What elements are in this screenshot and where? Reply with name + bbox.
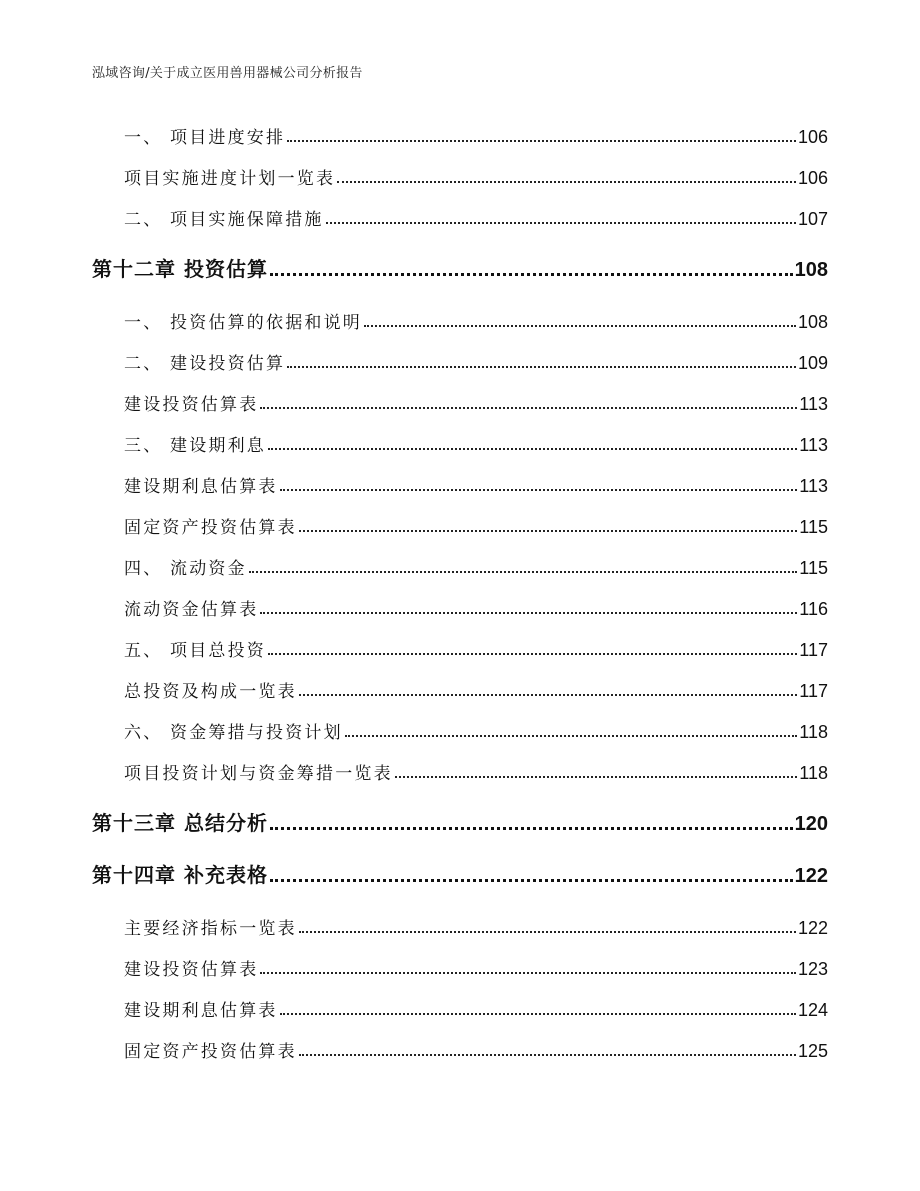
toc-entry-page: 115: [799, 517, 828, 537]
toc-entry[interactable]: [0, 678, 920, 702]
toc-entry[interactable]: [0, 350, 920, 374]
toc-entry-title: 建设期利息估算表: [124, 477, 278, 497]
toc-entry-page: 108: [797, 312, 828, 332]
toc-entry-title: 固定资产投资估算表: [124, 1042, 297, 1062]
toc-entry[interactable]: [0, 596, 920, 620]
toc-entry-page: 125: [797, 1041, 828, 1061]
toc-entry[interactable]: [0, 997, 920, 1021]
dot-leader: [280, 1012, 796, 1015]
toc-chapter-entry[interactable]: [0, 254, 920, 282]
toc-chapter-page: 108: [794, 259, 828, 281]
toc-entry[interactable]: [0, 165, 920, 189]
dot-leader: [260, 611, 797, 614]
toc-entry-title: 五、 项目总投资: [124, 641, 267, 661]
toc-entry[interactable]: [0, 124, 920, 148]
toc-entry-page: 116: [799, 599, 828, 619]
toc-entry-title: 项目实施进度计划一览表: [124, 169, 336, 189]
toc-entry-title: 一、 项目进度安排: [124, 128, 286, 148]
toc-entry-title: 建设投资估算表: [124, 395, 259, 415]
toc-entry-title: 二、 项目实施保障措施: [124, 210, 324, 230]
dot-leader: [260, 971, 796, 974]
toc-entry[interactable]: [0, 391, 920, 415]
toc-entry[interactable]: [0, 719, 920, 743]
dot-leader: [287, 365, 796, 368]
toc-entry[interactable]: [0, 637, 920, 661]
dot-leader: [268, 447, 797, 450]
dot-leader: [249, 570, 797, 573]
dot-leader: [270, 878, 793, 882]
toc-entry-title: 建设期利息估算表: [124, 1001, 278, 1021]
toc-entry[interactable]: [0, 956, 920, 980]
toc-entry[interactable]: [0, 432, 920, 456]
toc-entry-title: 总投资及构成一览表: [124, 682, 297, 702]
toc-entry[interactable]: [0, 555, 920, 579]
toc-entry-title: 六、 资金筹措与投资计划: [124, 723, 343, 743]
dot-leader: [299, 529, 797, 532]
toc-entry-page: 106: [797, 127, 828, 147]
dot-leader: [270, 826, 793, 830]
toc-chapter-title: 第十三章 总结分析: [92, 811, 268, 835]
toc-entry-title: 建设投资估算表: [124, 960, 259, 980]
dot-leader: [345, 734, 797, 737]
toc-entry-title: 固定资产投资估算表: [124, 518, 297, 538]
toc-chapter-page: 122: [794, 865, 828, 887]
toc-entry[interactable]: [0, 915, 920, 939]
running-header: 泓域咨询/关于成立医用兽用器械公司分析报告: [92, 66, 363, 81]
toc-entry-page: 118: [799, 763, 828, 783]
toc-entry-page: 107: [797, 209, 828, 229]
toc-entry[interactable]: [0, 514, 920, 538]
toc-entry-title: 主要经济指标一览表: [124, 919, 297, 939]
dot-leader: [268, 652, 797, 655]
toc-entry-title: 四、 流动资金: [124, 559, 247, 579]
toc-entry-page: 106: [797, 168, 828, 188]
toc-entry-title: 项目投资计划与资金筹措一览表: [124, 764, 393, 784]
toc-entry-page: 123: [797, 959, 828, 979]
toc-entry-title: 三、 建设期利息: [124, 436, 267, 456]
toc-entry-title: 一、 投资估算的依据和说明: [124, 313, 363, 333]
dot-leader: [395, 775, 797, 778]
toc-entry[interactable]: [0, 309, 920, 333]
toc-entry-page: 113: [799, 394, 828, 414]
toc-entry-page: 117: [799, 681, 828, 701]
toc-entry-page: 117: [799, 640, 828, 660]
dot-leader: [270, 272, 793, 276]
toc-entry-page: 115: [799, 558, 828, 578]
toc-chapter-entry[interactable]: [0, 860, 920, 888]
toc-entry-title: 二、 建设投资估算: [124, 354, 286, 374]
dot-leader: [326, 221, 796, 224]
dot-leader: [280, 488, 798, 491]
dot-leader: [260, 406, 797, 409]
toc-entry-page: 118: [799, 722, 828, 742]
dot-leader: [337, 180, 796, 183]
toc-entry-page: 113: [799, 476, 828, 496]
toc-chapter-page: 120: [794, 813, 828, 835]
toc-entry-page: 124: [797, 1000, 828, 1020]
dot-leader: [364, 324, 796, 327]
toc-entry[interactable]: [0, 1038, 920, 1062]
toc-entry-page: 122: [797, 918, 828, 938]
dot-leader: [299, 1053, 796, 1056]
dot-leader: [287, 139, 796, 142]
toc-chapter-title: 第十四章 补充表格: [92, 863, 268, 887]
toc-entry-page: 109: [797, 353, 828, 373]
toc-entry[interactable]: [0, 206, 920, 230]
toc-entry[interactable]: [0, 473, 920, 497]
toc-entry[interactable]: [0, 760, 920, 784]
dot-leader: [299, 693, 797, 696]
toc-entry-page: 113: [799, 435, 828, 455]
toc-entry-title: 流动资金估算表: [124, 600, 259, 620]
dot-leader: [299, 930, 796, 933]
toc-chapter-title: 第十二章 投资估算: [92, 257, 268, 281]
toc-chapter-entry[interactable]: [0, 808, 920, 836]
